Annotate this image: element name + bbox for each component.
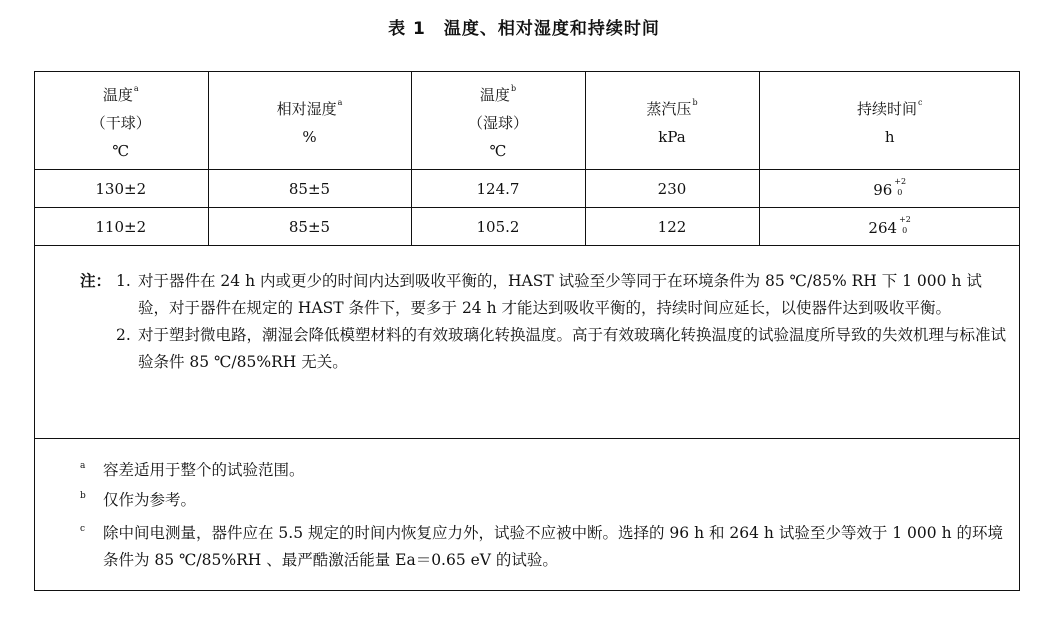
note-number: 1. — [116, 272, 131, 290]
cell-dry-temp: 130±2 — [34, 170, 208, 208]
section-divider — [34, 438, 1020, 439]
duration-tolerance: +2 0 — [899, 214, 911, 235]
note-text: 对于塑封微电路，潮湿会降低模塑材料的有效玻璃化转换温度。高于有效玻璃化转换温度的试验温度所导致的失效机理与标准试验条件 85 ℃/85%RH 无关。 — [138, 326, 1007, 371]
table-row — [34, 170, 1020, 208]
duration-tolerance: +2 0 — [894, 176, 907, 197]
header-row — [34, 71, 1020, 170]
footnote-text: 容差适用于整个的试验范围。 — [103, 461, 305, 479]
header-dry-temp: 温度$^a$ （干球） ℃ — [34, 71, 208, 170]
note-item — [80, 268, 1010, 322]
note-number: 2. — [116, 326, 131, 344]
header-vapor-pressure: 蒸汽压$^b$ kPa — [585, 71, 759, 170]
footnote-text: 仅作为参考。 — [103, 491, 197, 509]
footnote-mark: b — [80, 491, 86, 501]
header-duration: 持续时间$^c$ h — [759, 71, 1020, 170]
cell-wet-temp: 105.2 — [411, 208, 585, 246]
table-title — [0, 14, 1048, 39]
note-item — [80, 322, 1010, 376]
data-table — [34, 71, 1020, 246]
cell-relative-humidity: 85±5 — [208, 208, 411, 246]
footnote-item — [80, 457, 1010, 484]
cell-duration: 96 +2 0 — [759, 170, 1020, 208]
notes-section — [80, 268, 1010, 376]
footnote-mark: a — [80, 461, 86, 471]
table-number: 表 1 — [388, 19, 426, 39]
footnote-mark: c — [80, 524, 86, 534]
note-text: 对于器件在 24 h 内或更少的时间内达到吸收平衡的，HAST 试验至少等同于在环境条件为 85 ℃/85% RH 下 1 000 h 试验，对于器件在规定的 HAST 条件下，要多于 24 h 才能达到吸收平衡的，持续时间应延长，以使器件达到吸收平衡。 — [138, 272, 982, 317]
notes-label: 注： — [80, 272, 112, 290]
cell-duration: 264 +2 0 — [759, 208, 1020, 246]
cell-relative-humidity: 85±5 — [208, 170, 411, 208]
footnote-item — [80, 487, 1010, 514]
table-caption: 温度、相对湿度和持续时间 — [443, 19, 660, 39]
cell-vapor-pressure: 122 — [585, 208, 759, 246]
header-relative-humidity: 相对湿度$^a$ % — [208, 71, 411, 170]
header-wet-temp: 温度$^b$ （湿球） ℃ — [411, 71, 585, 170]
footnote-text: 除中间电测量，器件应在 5.5 规定的时间内恢复应力外，试验不应被中断。选择的 96 h 和 264 h 试验至少等效于 1 000 h 的环境条件为 85 ℃/85%RH 、最严酷激活能量 Ea＝0.65 eV 的试验。 — [103, 524, 1003, 569]
table-row — [34, 208, 1020, 246]
cell-wet-temp: 124.7 — [411, 170, 585, 208]
cell-vapor-pressure: 230 — [585, 170, 759, 208]
cell-dry-temp: 110±2 — [34, 208, 208, 246]
footnote-item — [80, 520, 1010, 574]
